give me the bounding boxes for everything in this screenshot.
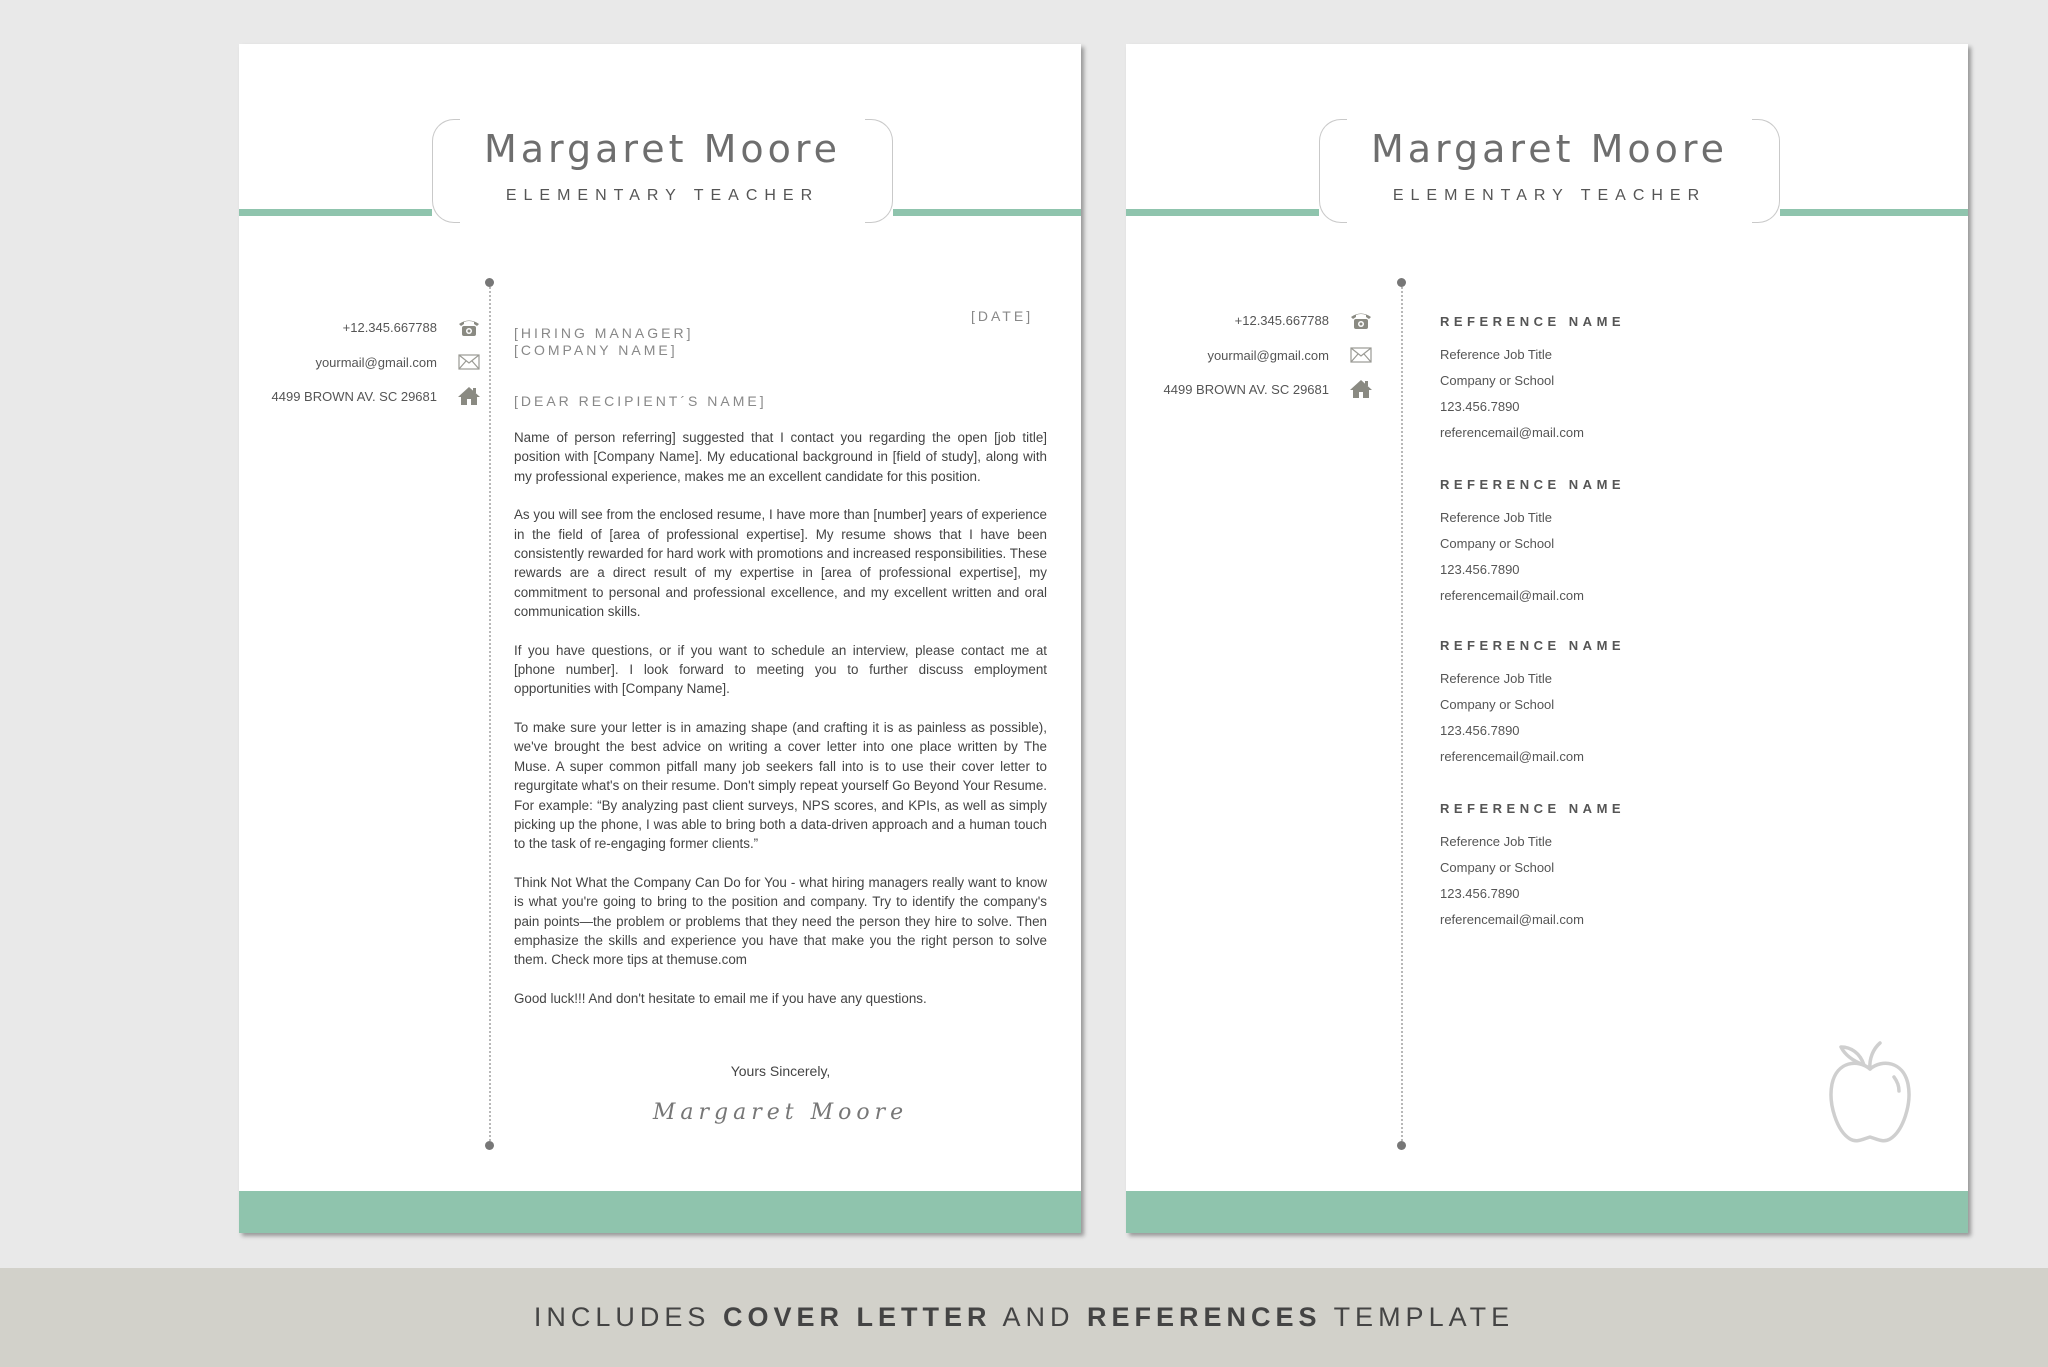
reference-item xyxy=(1440,801,1740,933)
letter-paragraph[interactable]: As you will see from the enclosed resume, I have more than [number] years of experience in the field of [area of professional expertise]. My resume shows that I have been consistently rewarded for hard work with promotions and increased responsibilities. These rewards are a direct result of my expertise in [area of professional expertise], my commitment to personal and professional excellence, and my excellent written and oral communication skills. xyxy=(514,507,1047,620)
reference-phone[interactable]: 123.456.7890 xyxy=(1440,723,1520,738)
reference-company[interactable]: Company or School xyxy=(1440,536,1555,551)
letter-paragraph[interactable]: If you have questions, or if you want to schedule an interview, please contact me at [phone number]. I look forward to meeting you to further discuss employment opportunities with [Company Name]. xyxy=(514,642,1047,697)
signature: Margaret Moore xyxy=(652,1100,909,1125)
timeline-dotted-line xyxy=(1401,282,1403,1145)
letter-paragraph[interactable]: Name of person referring] suggested that I contact you regarding the open [job title] position with [Company Name]. My educational background in [field of study], along with my professional experience, makes me an excellent candidate for this position. xyxy=(514,430,1047,484)
envelope-icon xyxy=(1349,344,1373,366)
timeline-dot-top xyxy=(1397,278,1406,287)
reference-name[interactable]: REFERENCE NAME xyxy=(1440,638,1626,653)
reference-phone[interactable]: 123.456.7890 xyxy=(1440,399,1520,414)
footer-accent-band xyxy=(1126,1191,1968,1233)
banner-tagline xyxy=(0,1302,2048,1333)
home-icon xyxy=(457,385,481,407)
footer-accent-band xyxy=(239,1191,1081,1233)
company-name[interactable]: [COMPANY NAME] xyxy=(514,342,678,358)
tagline-part: INCLUDES xyxy=(533,1302,711,1332)
letter-paragraph[interactable]: To make sure your letter is in amazing shape (and crafting it is as painless as possible), we've brought the best advice on writing a cover letter into one place written by The Muse. A super common pitfall many job seekers fall into is to use their cover letter to regurgitate what's on their resume. Don't simply repeat yourself Go Beyond Your Resume. For example: “By analyzing past client surveys, NPS scores, and KPIs, as well as simply picking up the phone, I was able to bring both a data-driven approach and a human touch to the task of re-engaging former clients.” xyxy=(514,719,1047,852)
person-title: ELEMENTARY TEACHER xyxy=(505,187,820,204)
contact-address xyxy=(1164,378,1373,400)
address-text: 4499 BROWN AV. SC 29681 xyxy=(271,388,437,404)
email-text: yourmail@gmail.com xyxy=(315,354,437,370)
tagline-part: TEMPLATE xyxy=(1333,1302,1515,1332)
letter-paragraph[interactable]: Think Not What the Company Can Do for You - what hiring managers really want to know is what you're going to bring to the position and company. Try to identify the company's pain points—the problem or problems that they need the person they hire to solve. Then emphasize the skills and experience you have that make you the right person to solve them. Check more tips at themuse.com xyxy=(514,874,1047,968)
phone-text: +12.345.667788 xyxy=(1234,312,1329,328)
name-header xyxy=(1319,119,1780,223)
contact-email xyxy=(315,351,481,373)
bottom-banner xyxy=(0,1268,2048,1367)
reference-email[interactable]: referencemail@mail.com xyxy=(1440,588,1584,603)
reference-email[interactable]: referencemail@mail.com xyxy=(1440,425,1584,440)
apple-icon xyxy=(1823,1039,1917,1147)
envelope-icon xyxy=(457,351,481,373)
person-title: ELEMENTARY TEACHER xyxy=(1392,187,1707,204)
reference-company[interactable]: Company or School xyxy=(1440,697,1555,712)
contact-address xyxy=(272,385,481,407)
reference-phone[interactable]: 123.456.7890 xyxy=(1440,562,1520,577)
reference-company[interactable]: Company or School xyxy=(1440,860,1555,875)
home-icon xyxy=(1349,378,1373,400)
letter-body xyxy=(514,428,1047,1027)
salutation[interactable]: [DEAR RECIPIENT´S NAME] xyxy=(514,393,767,409)
contact-phone xyxy=(1235,309,1373,331)
letter-date[interactable]: [DATE] xyxy=(971,308,1034,324)
reference-job-title[interactable]: Reference Job Title xyxy=(1440,510,1553,525)
phone-icon xyxy=(1349,309,1373,331)
name-header xyxy=(432,119,893,223)
email-text: yourmail@gmail.com xyxy=(1207,347,1329,363)
hiring-manager[interactable]: [HIRING MANAGER] xyxy=(514,325,694,341)
letter-paragraph[interactable]: Good luck!!! And don't hesitate to email me if you have any questions. xyxy=(514,990,927,1006)
reference-job-title[interactable]: Reference Job Title xyxy=(1440,671,1553,686)
person-name: Margaret Moore xyxy=(1370,127,1729,171)
reference-name[interactable]: REFERENCE NAME xyxy=(1440,314,1626,329)
timeline-dotted-line xyxy=(489,282,491,1145)
timeline-dot-bottom xyxy=(1397,1141,1406,1150)
contact-phone xyxy=(343,316,481,338)
person-name: Margaret Moore xyxy=(483,127,842,171)
references-page xyxy=(1126,44,1968,1233)
contact-email xyxy=(1207,344,1373,366)
cover-letter-page xyxy=(239,44,1081,1233)
reference-item xyxy=(1440,314,1740,446)
reference-company[interactable]: Company or School xyxy=(1440,373,1555,388)
address-text: 4499 BROWN AV. SC 29681 xyxy=(1163,381,1329,397)
tagline-part: AND xyxy=(1002,1302,1075,1332)
recipient-block xyxy=(514,325,693,359)
reference-email[interactable]: referencemail@mail.com xyxy=(1440,912,1584,927)
phone-text: +12.345.667788 xyxy=(342,319,437,335)
reference-phone[interactable]: 123.456.7890 xyxy=(1440,886,1520,901)
timeline-dot-bottom xyxy=(485,1141,494,1150)
closing: Yours Sincerely, xyxy=(730,1063,831,1079)
reference-name[interactable]: REFERENCE NAME xyxy=(1440,801,1626,816)
reference-job-title[interactable]: Reference Job Title xyxy=(1440,834,1553,849)
reference-job-title[interactable]: Reference Job Title xyxy=(1440,347,1553,362)
reference-name[interactable]: REFERENCE NAME xyxy=(1440,477,1626,492)
phone-icon xyxy=(457,316,481,338)
reference-item xyxy=(1440,477,1740,609)
tagline-part-bold: COVER LETTER xyxy=(722,1302,992,1332)
reference-item xyxy=(1440,638,1740,770)
tagline-part-bold: REFERENCES xyxy=(1087,1302,1322,1332)
reference-email[interactable]: referencemail@mail.com xyxy=(1440,749,1584,764)
timeline-dot-top xyxy=(485,278,494,287)
